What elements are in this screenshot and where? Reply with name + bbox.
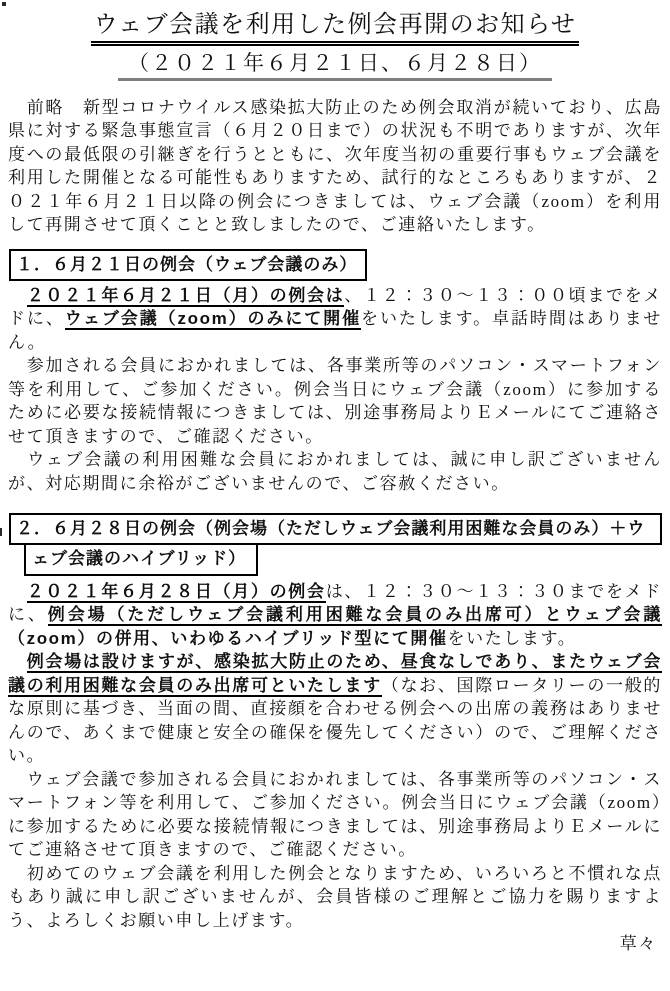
section2-note-text: （なお、国際ロータリーの一般的な原則に基づき、当面の間、直接顔を合わせる例会への出席の義務はありませんので、あくまで健康と安全の確保を優先してください）ので、ご理解ください。	[8, 675, 663, 766]
section2-paragraph-1	[8, 580, 662, 651]
signoff: 草々	[619, 934, 657, 954]
scan-artifact-top-left	[2, 2, 6, 6]
section2-venue-emphasis: 例会場（ただしウェブ会議利用困難な会員のみ出席可）とウェブ会議	[47, 605, 662, 625]
intro-paragraph: 前略 新型コロナウイルス感染拡大防止のため例会取消が続いており、広島県に対する緊急事態宣言（６月２０日まで）の状況も不明でありますが、次年度への最低限の引継ぎを行うとともに、次年度当初の重要行事もウェブ会議を利用した開催となる可能性もありますため、試行的なところもありますが、２０２１年６月２１日以降の例会につきましては、ウェブ会議（zoom）を利用して再開させて頂くことと致しましたので、ご連絡いたします。	[8, 97, 662, 235]
indent	[8, 582, 27, 601]
section2-paragraph-2	[8, 650, 662, 768]
indent	[8, 652, 27, 671]
indent	[8, 286, 27, 305]
section1-date-emphasis: ２０２１年６月２１日（月）の例会は	[26, 285, 345, 305]
subtitle-block	[8, 46, 662, 81]
page-subtitle: （２０２１年６月２１日、６月２８日）	[118, 51, 552, 81]
page-title: ウェブ会議を利用した例会再開のお知らせ	[91, 12, 580, 46]
section2-attendance-emphasis: 例会場は設けますが、感染拡大防止のため、昼食なしであり、またウェブ会議の利用困難な会員のみ出席可といたします	[8, 652, 662, 695]
section1-paragraph-3: ウェブ会議の利用困難な会員におかれましては、誠に申し訳ございませんが、対応期間に余裕がございませんので、ご容赦ください。	[8, 450, 662, 493]
section1-heading-box: １．６月２１日の例会（ウェブ会議のみ）	[9, 249, 367, 281]
section1-paragraph-2: 参加される会員におかれましては、各事業所等のパソコン・スマートフォン等を利用して、ご参加ください。例会当日にウェブ会議（zoom）に参加するために必要な接続情報につきましては、別途事務局よりＥメールにてご連絡させて頂きますので、ご確認ください。	[8, 356, 662, 446]
section1	[8, 237, 662, 496]
section2-hybrid-emphasis: （zoom）の併用、いわゆるハイブリッド型にて開催	[8, 628, 448, 648]
title-block	[8, 12, 662, 46]
section2-heading-line2: ェブ会議のハイブリッド）	[24, 543, 258, 575]
section1-time-text: 、１２：３０～１３：００頃までをメドに、	[8, 285, 663, 329]
section2-heading-box	[8, 513, 662, 577]
section2-paragraph-3: ウェブ会議で参加される会員におかれましては、各事業所等のパソコン・スマートフォン等を利用して、ご参加ください。例会当日にウェブ会議（zoom）に参加するために必要な接続情報につきましては、別途事務局よりＥメールにてご連絡させて頂きますので、ご確認ください。	[8, 769, 662, 860]
scan-artifact-left-edge	[0, 528, 2, 536]
section2-date-emphasis: ２０２１年６月２８日（月）の例会	[26, 581, 326, 601]
section1-tail-text: をいたします。卓話時間はありません。	[8, 309, 662, 352]
section2-time-text: は、１２：３０～１３：３０までをメドに、	[8, 581, 662, 625]
section2-heading-line1: ２．６月２８日の例会（例会場（ただしウェブ会議利用困難な会員のみ）＋ウ	[9, 513, 662, 545]
closing-paragraph: 初めてのウェブ会議を利用した例会となりますため、いろいろと不慣れな点もあり誠に申し訳ございませんが、会員皆様のご理解とご協力を賜りますよう、よろしくお願い申し上げます。	[8, 863, 662, 930]
section1-zoom-emphasis: ウェブ会議（zoom）のみにて開催	[64, 309, 362, 329]
section2	[8, 513, 662, 861]
section1-paragraph-1	[8, 284, 662, 355]
section2-tail-text: をいたします。	[447, 628, 577, 648]
